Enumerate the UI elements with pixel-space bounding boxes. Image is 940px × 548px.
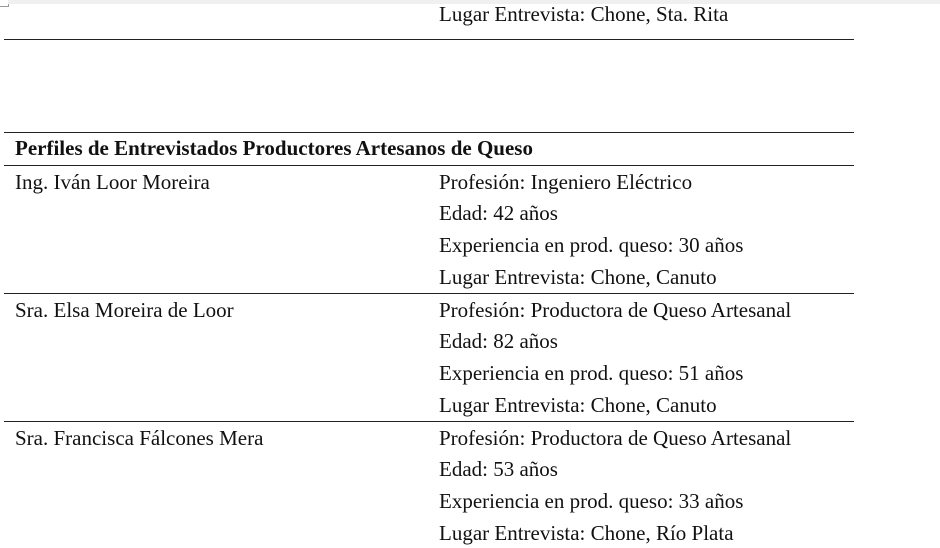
interviewee-profession: Profesión: Productora de Queso Artesanal — [439, 426, 792, 450]
interviewee-location: Lugar Entrevista: Chone, Río Plata — [439, 521, 734, 545]
interviewee-experience: Experiencia en prod. queso: 33 años — [439, 489, 744, 513]
previous-table-bottom-rule — [4, 39, 854, 40]
interviewee-experience: Experiencia en prod. queso: 51 años — [439, 361, 744, 385]
previous-row-location: Lugar Entrevista: Chone, Sta. Rita — [439, 2, 729, 26]
interviewee-age: Edad: 82 años — [439, 329, 558, 353]
table-top-rule — [4, 132, 854, 133]
interviewee-age: Edad: 53 años — [439, 457, 558, 481]
interviewee-location: Lugar Entrevista: Chone, Canuto — [439, 265, 717, 289]
row-divider — [4, 293, 854, 294]
interviewee-name: Sra. Elsa Moreira de Loor — [15, 298, 234, 322]
interviewee-name: Ing. Iván Loor Moreira — [15, 170, 210, 194]
interviewee-profession: Profesión: Productora de Queso Artesanal — [439, 298, 792, 322]
interviewee-age: Edad: 42 años — [439, 201, 558, 225]
interviewee-profession: Profesión: Ingeniero Eléctrico — [439, 170, 693, 194]
row-divider — [4, 421, 854, 422]
interviewee-name: Sra. Francisca Fálcones Mera — [15, 426, 264, 450]
table-heading: Perfiles de Entrevistados Productores Artesanos de Queso — [15, 136, 533, 160]
table-heading-rule — [4, 165, 854, 166]
interviewee-location: Lugar Entrevista: Chone, Canuto — [439, 393, 717, 417]
interviewee-experience: Experiencia en prod. queso: 30 años — [439, 233, 744, 257]
